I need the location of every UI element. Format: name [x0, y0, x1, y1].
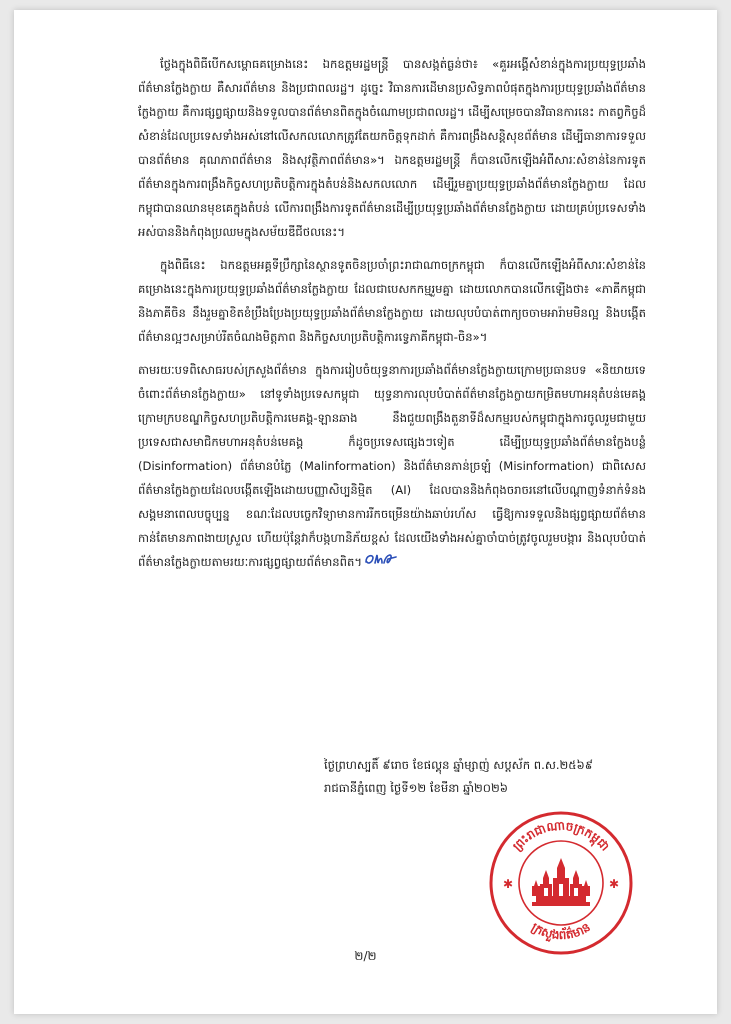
svg-text:✱: ✱ — [608, 877, 620, 891]
svg-text:ក្រសួងព័ត៌មាន — [529, 920, 593, 944]
page-number: ២/២ — [354, 949, 377, 963]
ministry-seal-icon — [486, 808, 636, 958]
seal-bottom-text: ក្រសួងព័ត៌មាន — [529, 919, 593, 943]
document-page — [14, 10, 717, 1014]
place-date-line: រាជធានីភ្នំពេញ ថ្ងៃទី១២ ខែមីនា ឆ្នាំ២០២៦ — [324, 781, 508, 795]
seal-top-text: ព្រះរាជាណាចក្រកម្ពុជា — [509, 818, 613, 854]
lunar-date-line: ថ្ងៃព្រហស្បតិ៍ ៩រោច ខែផល្គុន ឆ្នាំម្សាញ់ សប្តស័ក ព.ស.២៥៦៩ — [324, 758, 593, 772]
document-body — [138, 52, 646, 584]
handwritten-initials-icon — [364, 551, 398, 575]
paragraph-2: ក្នុងពិធីនេះ ឯកឧត្តមអគ្គទីប្រឹក្សានៃស្ថានទូតចិនប្រចាំព្រះរាជាណាចក្រកម្ពុជា ក៏បានលើកឡើងអំពីសារៈសំខាន់នៃគម្រោងនេះក្នុងការប្រយុទ្ធប្រឆាំងព័ត៌មានក្លែងក្លាយ ដែលជាបេសកកម្មរួមគ្នា ដោយលោកបានលើកឡើងថា៖ «ភាគីកម្ពុជា និងភាគីចិន នឹងរួមគ្នាខិតខំប្រឹងប្រែងប្រយុទ្ធប្រឆាំងព័ត៌មានក្លែងក្លាយ ដោយលុបបំបាត់ពាក្យចចាមអារ៉ាមមិនល្អ និងបង្កើតព័ត៌មានល្អៗសម្រាប់រីតចំណងមិត្តភាព និងកិច្ចសហប្រតិបត្តិការទ្វេភាគីកម្ពុជា-ចិន»។ — [138, 258, 646, 344]
date-block — [324, 754, 654, 800]
paragraph-3 — [138, 358, 646, 575]
paragraph-1: ថ្លែងក្នុងពិធីបើកសម្ពោធគម្រោងនេះ ឯកឧត្តមរដ្ឋមន្ត្រី បានសង្កត់ធ្ងន់ថា៖ «គួរអង្គើសំខាន់ក្នុងការប្រយុទ្ធប្រឆាំងព័ត៌មានក្លែងក្លាយ គឺសារព័ត៌មាន និងប្រជាពលរដ្ឋ។ ដូច្នេះ វិធានការដើមានប្រសិទ្ធភាពបំផុតក្នុងការប្រយុទ្ធប្រឆាំងព័ត៌មានក្លែងក្លាយ គឺការផ្សព្វផ្សាយនិងទទួលបានព័ត៌មានពិតក្នុងចំណោមប្រជាពលរដ្ឋ។ ដើម្បីសម្រេចបានវិធានការនេះ កាតព្វកិច្ចដ៏សំខាន់ដែលប្រទេសទាំងអស់នៅលើសកលលោកត្រូវតែយកចិត្តទុកដាក់ គឺការពង្រឹងសន្តិសុខព័ត៌មាន ដើម្បីធានាការទទួលបានព័ត៌មាន គុណភាពព័ត៌មាន និងសុវត្ថិភាពព័ត៌មាន»។ ឯកឧត្តមរដ្ឋមន្ត្រី ក៏បានលើកឡើងអំពីសារៈសំខាន់នៃការទូតព័ត៌មានក្នុងការពង្រឹងកិច្ចសហប្រតិបត្តិការក្នុងតំបន់និងសកលលោក ដើម្បីរួមគ្នាប្រយុទ្ធប្រឆាំងព័ត៌មានក្លែងក្លាយ ដែលកម្ពុជាបានឈានមុខគេក្នុងតំបន់ លើការពង្រឹងការទូតព័ត៌មានដើម្បីប្រយុទ្ធប្រឆាំងព័ត៌មានក្លែងក្លាយ ដោយគ្រប់ប្រទេសទាំងអស់បាននិងកំពុងប្រឈមក្នុងសម័យឌីជីថលនេះ។ — [138, 57, 646, 239]
paragraph-3-text: តាមរយៈបទពិសោធរបស់ក្រសួងព័ត៌មាន ក្នុងការរៀបចំយុទ្ធនាការប្រឆាំងព័ត៌មានក្លែងក្លាយក្រោមប្រធានបទ «និយាយទេ ចំពោះព័ត៌មានក្លែងក្លាយ» នៅទូទាំងប្រទេសកម្ពុជា យុទ្ធនាការលុបបំបាត់ព័ត៌មានក្លែងក្លាយកម្រិតមហាអនុតំបន់មេគង្គ ក្រោមក្របខណ្ឌកិច្ចសហប្រតិបត្តិការមេគង្គ-ឡានឆាង នឹងជួយពង្រឹងតួនាទីដ៏សកម្មរបស់កម្ពុជាក្នុងការចូលរួមជាមួយប្រទេសជាសមាជិកមហាអនុតំបន់មេគង្គ ក៏ដូចប្រទេសផ្សេងៗទៀត ដើម្បីប្រយុទ្ធប្រឆាំងព័ត៌មានក្លែងបន្លំ (Disinformation) ព័ត៌មានបំភ្លៃ (Malinformation) និងព័ត៌មានភាន់ច្រឡំ (Misinformation) ជាពិសេសព័ត៌មានក្លែងក្លាយដែលបង្កើតឡើងដោយបញ្ញាសិប្បនិម្មិត (AI) ដែលបាននិងកំពុងចរាចរនៅលើបណ្តាញទំនាក់ទំនងសង្គមនាពេលបច្ចុប្បន្ន ខណៈដែលបច្ចេកវិទ្យាមានការរីកចម្រើនយ៉ាងឆាប់រហ័ស ធ្វើឱ្យការទទួលនិងផ្សព្វផ្សាយព័ត៌មានកាន់តែមានភាពងាយស្រួល ហើយប៉ុន្តែវាក៏បង្កហានិភ័យខ្ពស់ ដែលយើងទាំងអស់គ្នាចាំបាច់ត្រូវចូលរួមបង្ការ និងលុបបំបាត់ព័ត៌មានក្លែងក្លាយតាមរយៈការផ្សព្វផ្សាយព័ត៌មានពិត។ — [138, 363, 646, 569]
svg-text:✱: ✱ — [502, 877, 514, 891]
